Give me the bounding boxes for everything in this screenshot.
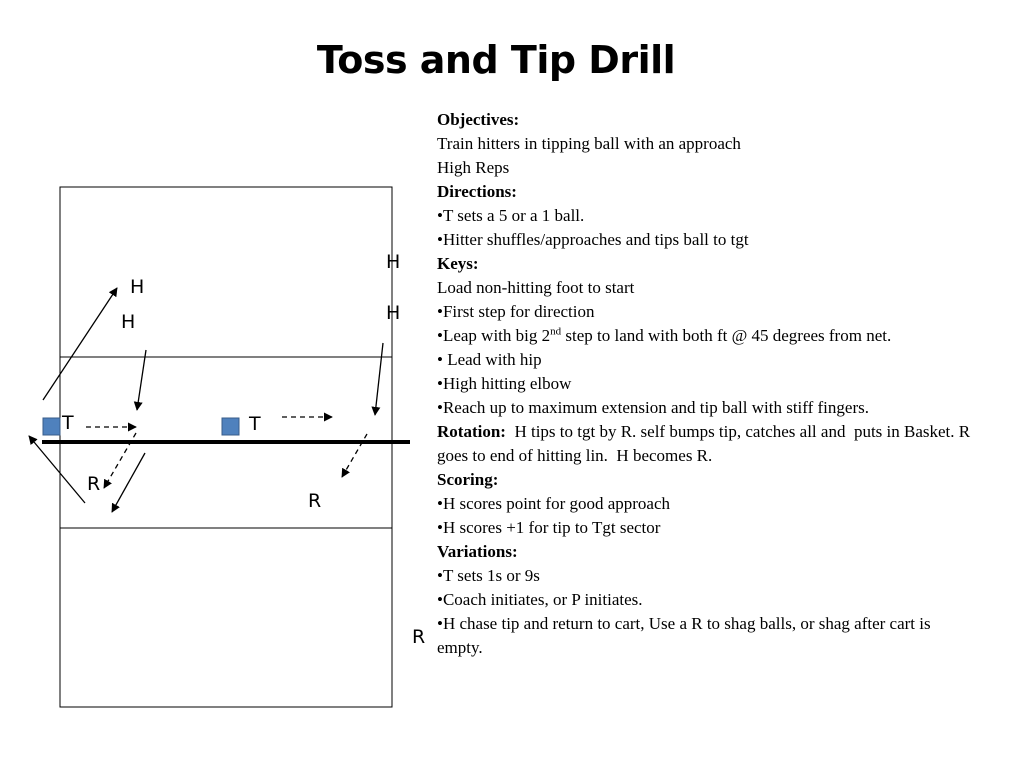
label-t-left: T [62,412,74,434]
keys-heading: Keys: [437,254,479,273]
arrow-tip-left [112,453,145,512]
label-r-left: R [87,473,101,495]
keys-line: •First step for direction [437,302,595,321]
slide-title: Toss and Tip Drill [316,38,676,82]
rotation-heading: Rotation: [437,422,506,441]
label-h-left-lower: H [121,311,136,333]
arrow-return-left [29,436,85,503]
label-h-right-upper: H [386,251,401,273]
directions-heading: Directions: [437,182,517,201]
keys-line: Load non-hitting foot to start [437,278,635,297]
variations-heading: Variations: [437,542,518,561]
objectives-line: High Reps [437,158,510,177]
keys-line [437,324,997,348]
keys-line: • Lead with hip [437,350,542,369]
keys-line: •Reach up to maximum extension and tip ball with stiff fingers. [437,398,869,417]
scoring-heading: Scoring: [437,470,499,489]
arrow-hitter-down-right [375,343,383,415]
variations-line: •T sets 1s or 9s [437,566,540,585]
keys-line-superscript: nd [550,325,562,338]
variations-line: •Coach initiates, or P initiates. [437,590,643,609]
keys-line-text: step to land with both ft @ 45 degrees from net. [561,326,892,345]
keys-line: •High hitting elbow [437,374,572,393]
drill-description [437,108,997,660]
scoring-line: •H scores +1 for tip to Tgt sector [437,518,661,537]
label-r-right: R [412,626,426,648]
variations-line: •H chase tip and return to cart, Use a R to shag balls, or shag after cart is empty. [437,614,931,657]
objectives-line: Train hitters in tipping ball with an approach [437,134,741,153]
label-h-right-lower: H [386,302,401,324]
arrow-hitter-down-left [137,350,146,410]
setter-marker-center [222,418,239,435]
rotation-paragraph [437,420,997,468]
arrow-approach-left [43,288,117,400]
scoring-line: •H scores point for good approach [437,494,671,513]
directions-line: •T sets a 5 or a 1 ball. [437,206,585,225]
label-r-center: R [308,490,322,512]
keys-line-text: •Leap with big 2 [437,326,551,345]
court-boundary [60,187,392,707]
objectives-heading: Objectives: [437,110,520,129]
directions-line: •Hitter shuffles/approaches and tips ball to tgt [437,230,749,249]
rotation-body: H tips to tgt by R. self bumps tip, catches all and puts in Basket. R goes to end of hitting lin. H becomes R. [437,422,975,465]
label-h-left-upper: H [130,276,145,298]
label-t-center: T [249,413,261,435]
setter-marker-left [43,418,60,435]
